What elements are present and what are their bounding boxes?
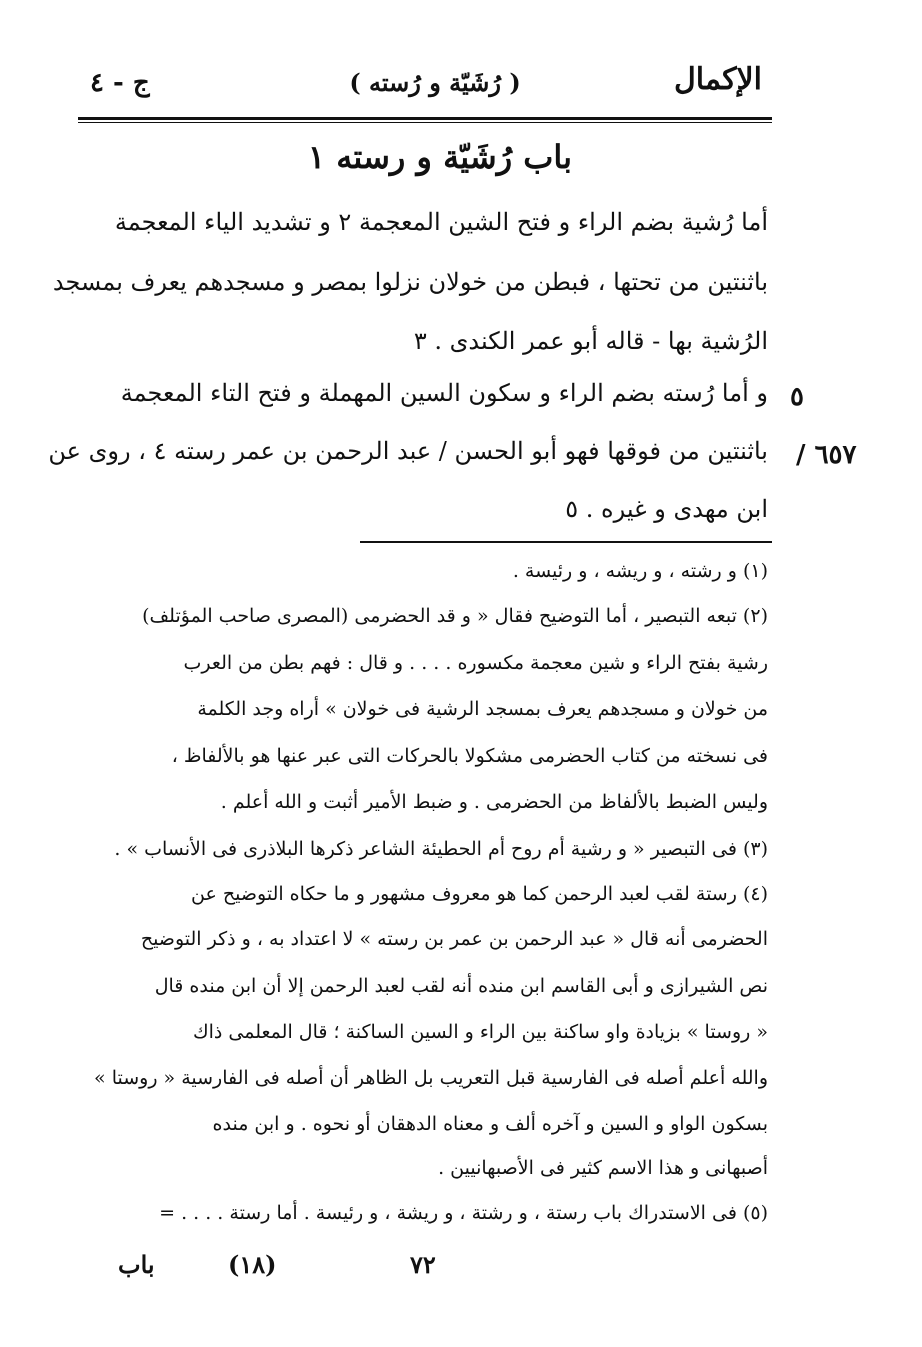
main-text-line: باثنتين من فوقها فهو أبو الحسن / عبد الرحمن بن عمر رسته ٤ ، روى عن bbox=[48, 437, 768, 465]
footnote-line: (٣) فى التبصير « و رشية أم روح أم الحطيئة الشاعر ذكرها البلاذرى فى الأنساب » . bbox=[114, 838, 768, 860]
main-text-line: باثنتين من تحتها ، فبطن من خولان نزلوا بمصر و مسجدهم يعرف بمسجد bbox=[52, 268, 768, 296]
footnote-line: نص الشيرازى و أبى القاسم ابن منده أنه لقب لعبد الرحمن إلا أن ابن منده قال bbox=[154, 975, 768, 997]
footnote-line: فى نسخته من كتاب الحضرمى مشكولا بالحركات التى عبر عنها هو بالألفاظ ، bbox=[171, 745, 768, 767]
header-rule bbox=[78, 117, 772, 120]
footnote-line: (٢) تبعه التبصير ، أما التوضيح فقال « و قد الحضرمى (المصرى صاحب المؤتلف) bbox=[142, 605, 768, 627]
footnote-line: رشية بفتح الراء و شين معجمة مكسوره . . . . و قال : فهم بطن من العرب bbox=[183, 652, 768, 674]
footnote-line: والله أعلم أصله فى الفارسية قبل التعريب بل الظاهر أن أصله فى الفارسية « روستا » bbox=[94, 1067, 768, 1089]
footnote-rule bbox=[360, 541, 772, 543]
main-text-line: الرُشية بها - قاله أبو عمر الكندى . ٣ bbox=[413, 327, 768, 355]
catchword: باب bbox=[118, 1250, 155, 1279]
main-text-line: ابن مهدى و غيره . ٥ bbox=[565, 495, 768, 523]
footnote-line: (١) و رشته ، و ريشه ، و رئيسة . bbox=[512, 560, 768, 582]
footnote-line: (٤) رستة لقب لعبد الرحمن كما هو معروف مشهور و ما حكاه التوضيح عن bbox=[191, 883, 768, 905]
margin-folio-number: ٦٥٧ / bbox=[796, 440, 857, 470]
book-title: الإكمال bbox=[673, 62, 762, 97]
section-title: باب رُشَيّة و رسته ١ bbox=[307, 138, 573, 176]
signature-mark: (١٨) bbox=[228, 1250, 277, 1279]
footnote-line: من خولان و مسجدهم يعرف بمسجد الرشية فى خولان » أراه وجد الكلمة bbox=[197, 698, 768, 720]
footnote-line: « روستا » بزيادة واو ساكنة بين الراء و السين الساكنة ؛ قال المعلمى ذاك bbox=[192, 1021, 768, 1043]
volume-label: ج - ٤ bbox=[90, 68, 150, 98]
footnote-line: (٥) فى الاستدراك باب رستة ، و رشتة ، و ريشة ، و رئيسة . أما رستة . . . . = bbox=[159, 1202, 768, 1224]
margin-line-number: ٥ bbox=[790, 382, 804, 412]
page-number: ٧٢ bbox=[410, 1250, 436, 1279]
footnote-line: بسكون الواو و السين و آخره ألف و معناه الدهقان أو نحوه . و ابن منده bbox=[212, 1113, 768, 1135]
chapter-heading: ( رُشَيّة و رُسته ) bbox=[349, 68, 521, 97]
main-text-line: أما رُشية بضم الراء و فتح الشين المعجمة ٢ و تشديد الياء المعجمة bbox=[114, 208, 768, 236]
main-text-line: و أما رُسته بضم الراء و سكون السين المهملة و فتح التاء المعجمة bbox=[120, 379, 768, 407]
footnote-line: الحضرمى أنه قال « عبد الرحمن بن عمر بن رسته » لا اعتداد به ، و ذكر التوضيح bbox=[140, 928, 768, 950]
footnote-line: وليس الضبط بالألفاظ من الحضرمى . و ضبط الأمير أثبت و الله أعلم . bbox=[220, 791, 768, 813]
header-rule-thin bbox=[78, 122, 772, 123]
footnote-line: أصبهانى و هذا الاسم كثير فى الأصبهانيين . bbox=[438, 1157, 768, 1179]
